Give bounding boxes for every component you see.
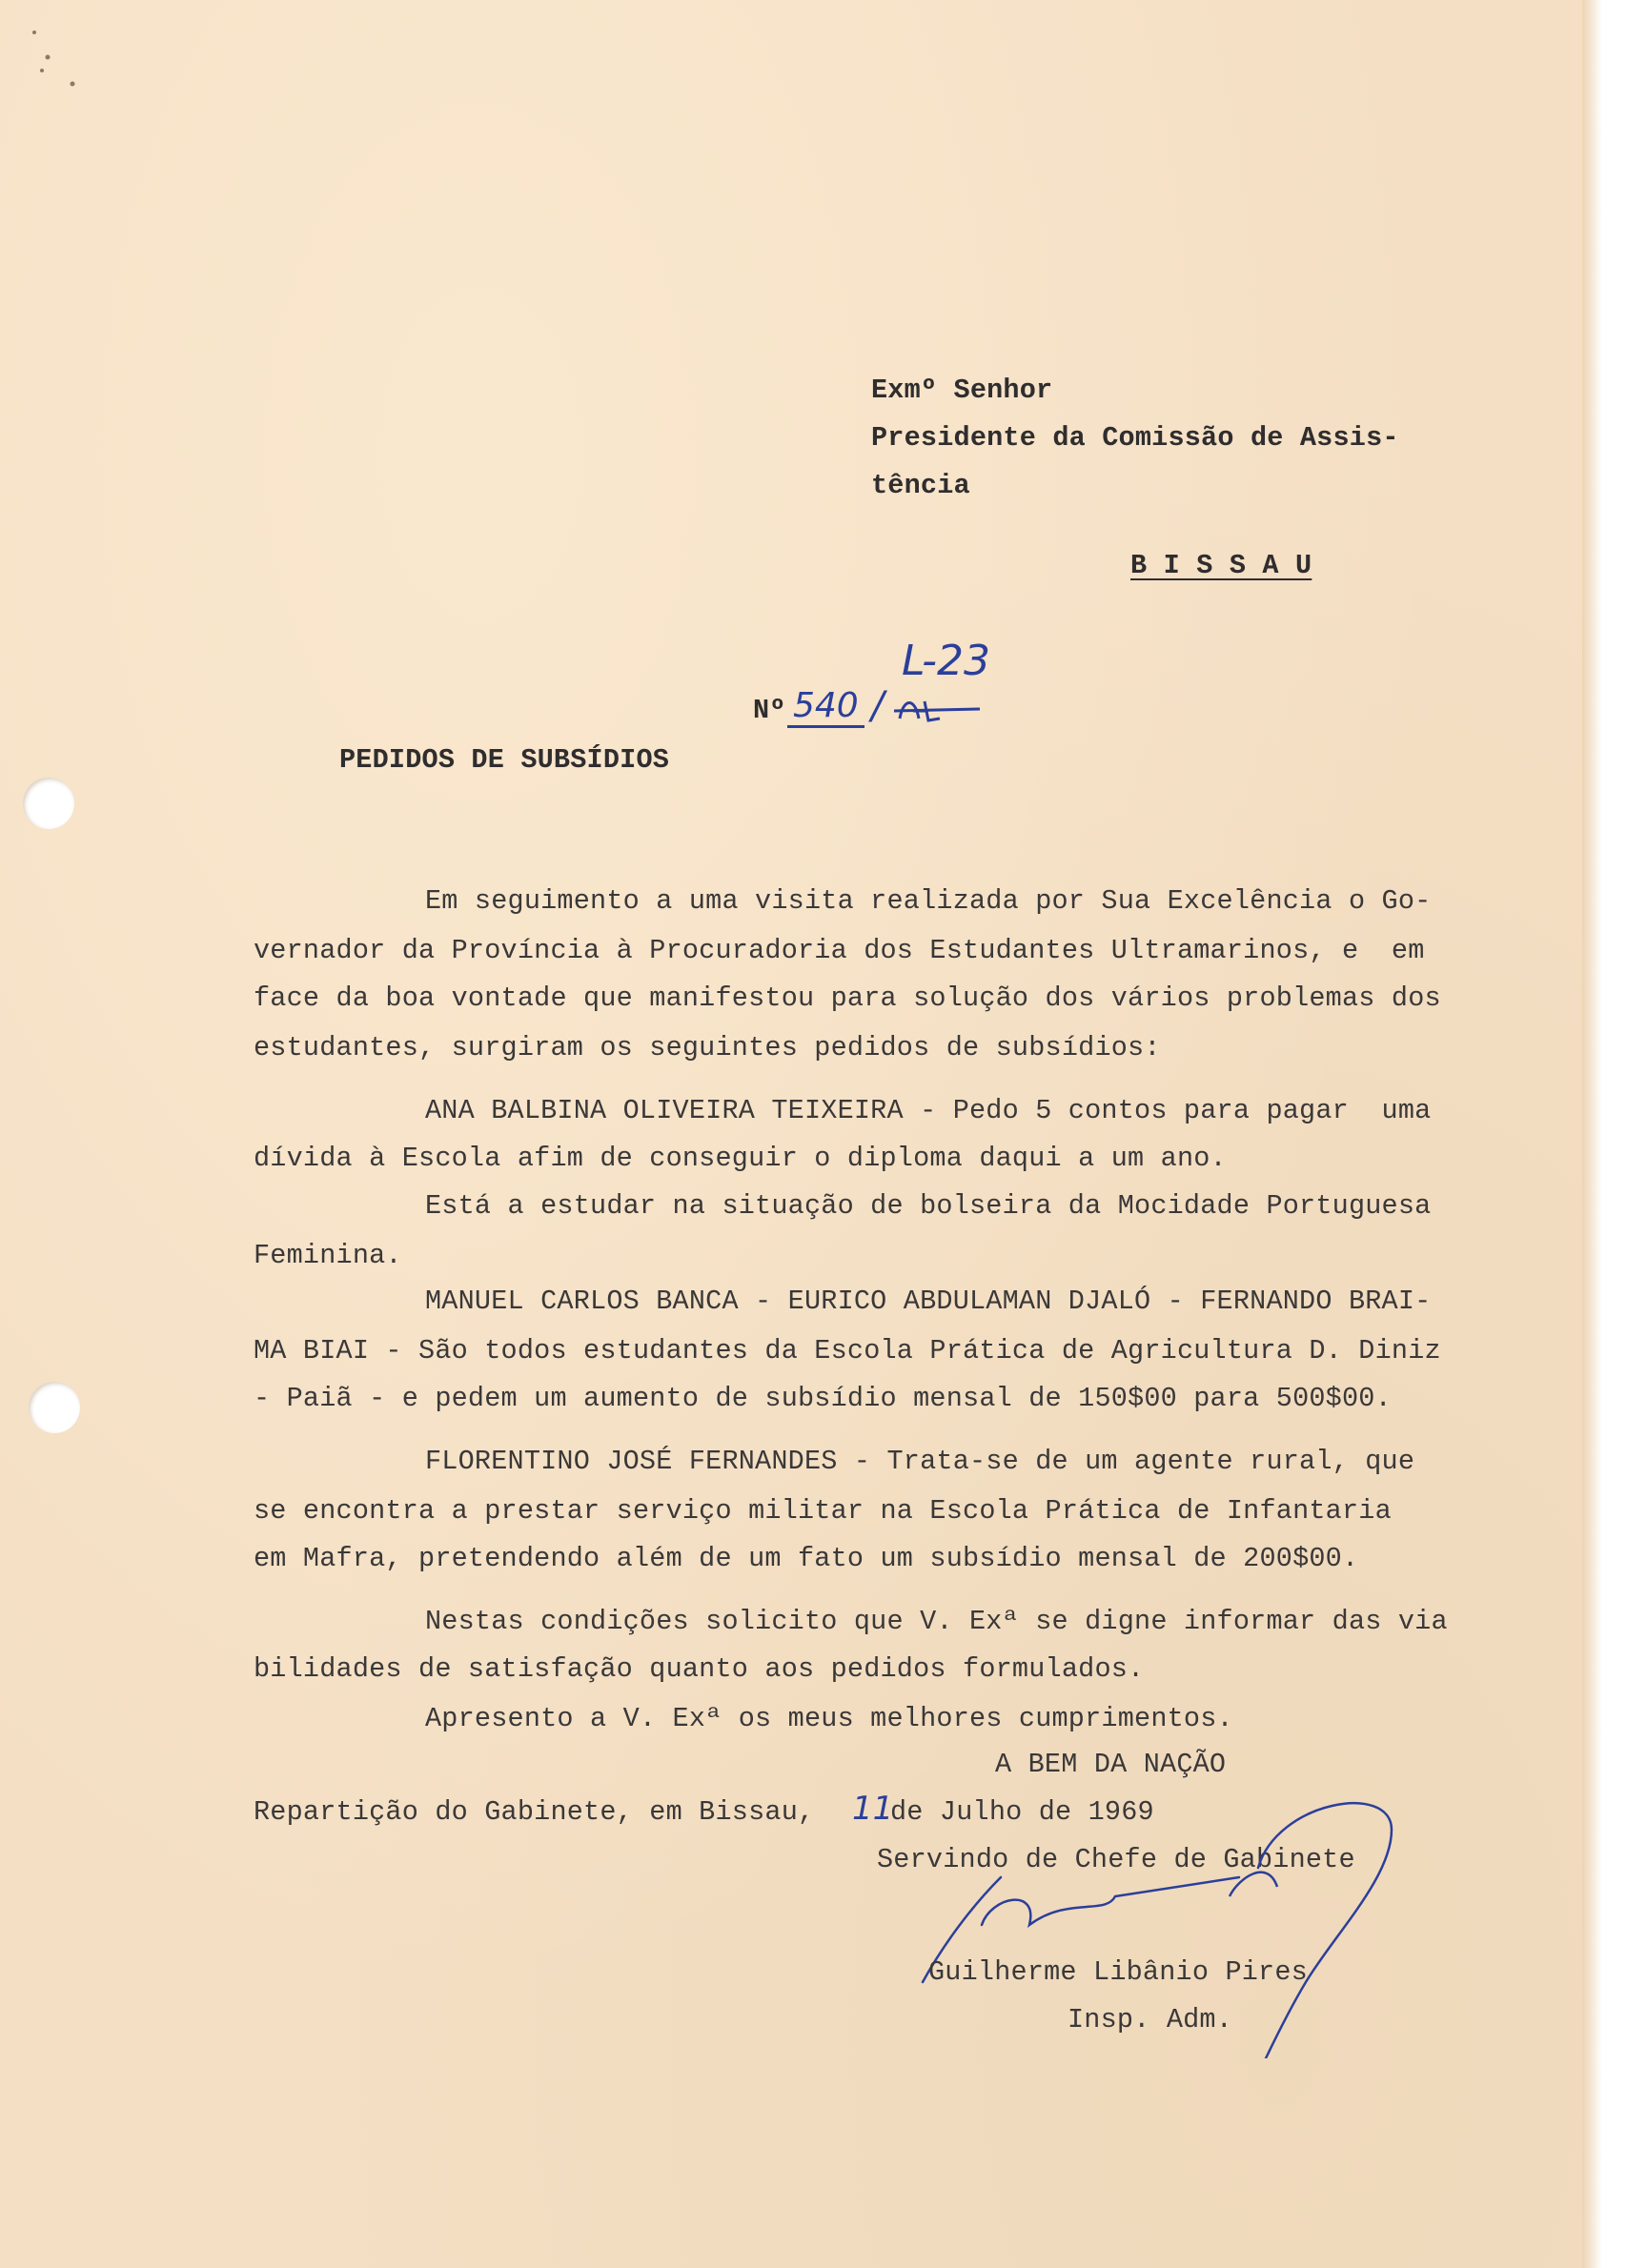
handwritten-file-code: L-23 [902, 637, 990, 685]
reference-number: 540 [787, 686, 864, 728]
closing-line-3: Apresento a V. Exª os meus melhores cumprimentos. [425, 1703, 1233, 1734]
punch-hole-bottom [29, 1382, 80, 1433]
request-1-line-3: Está a estudar na situação de bolseira da Mocidade Portuguesa [425, 1190, 1432, 1222]
dateline-suffix: de Julho de 1969 [890, 1796, 1154, 1828]
punch-hole-top [23, 778, 74, 829]
request-1-line-4: Feminina. [254, 1240, 402, 1271]
addressee-salutation: Exmº Senhor [871, 375, 1053, 406]
subject-heading: PEDIDOS DE SUBSÍDIOS [339, 744, 670, 776]
paper-specks [29, 29, 86, 105]
reference-prefix: Nº [753, 695, 786, 726]
dateline-prefix: Repartição do Gabinete, em Bissau, [254, 1796, 815, 1828]
body-intro-line-1: Em seguimento a uma visita realizada por Sua Excelência o Go- [425, 885, 1432, 917]
request-2-line-1: MANUEL CARLOS BANCA - EURICO ABDULAMAN DJALÓ - FERNANDO BRAI- [425, 1286, 1432, 1317]
body-intro-line-2: vernador da Província à Procuradoria dos Estudantes Ultramarinos, e em [254, 935, 1425, 966]
request-2-line-3: - Paiã - e pedem um aumento de subsídio mensal de 150$00 para 500$00. [254, 1383, 1392, 1414]
addressee-line-2: tência [871, 470, 970, 501]
signatory-role: Servindo de Chefe de Gabinete [877, 1844, 1355, 1875]
page-edge [1582, 0, 1627, 2268]
body-intro-line-3: face da boa vontade que manifestou para solução dos vários problemas dos [254, 982, 1441, 1014]
addressee-line-1: Presidente da Comissão de Assis- [871, 422, 1399, 454]
request-3-line-3: em Mafra, pretendendo além de um fato um subsídio mensal de 200$00. [254, 1543, 1359, 1574]
struck-out-year [894, 692, 980, 730]
closing-line-1: Nestas condições solicito que V. Exª se digne informar das via [425, 1606, 1448, 1637]
request-2-line-2: MA BIAI - São todos estudantes da Escola Prática de Agricultura D. Diniz [254, 1335, 1441, 1367]
body-intro-line-4: estudantes, surgiram os seguintes pedidos de subsídios: [254, 1032, 1161, 1063]
request-1-line-2: dívida à Escola afim de conseguir o diploma daqui a um ano. [254, 1143, 1227, 1174]
signatory-name: Guilherme Libânio Pires [928, 1956, 1308, 1988]
addressee-city: B I S S A U [1130, 550, 1312, 581]
request-3-line-2: se encontra a prestar serviço militar na Escola Prática de Infantaria [254, 1495, 1392, 1527]
signatory-title: Insp. Adm. [1068, 2004, 1233, 2035]
request-1-line-1: ANA BALBINA OLIVEIRA TEIXEIRA - Pedo 5 contos para pagar uma [425, 1095, 1432, 1126]
motto: A BEM DA NAÇÃO [995, 1749, 1227, 1780]
reference-separator: / [871, 684, 885, 728]
closing-line-2: bilidades de satisfação quanto aos pedidos formulados. [254, 1653, 1145, 1685]
dateline-day: 11 [852, 1790, 894, 1828]
request-3-line-1: FLORENTINO JOSÉ FERNANDES - Trata-se de um agente rural, que [425, 1446, 1415, 1477]
